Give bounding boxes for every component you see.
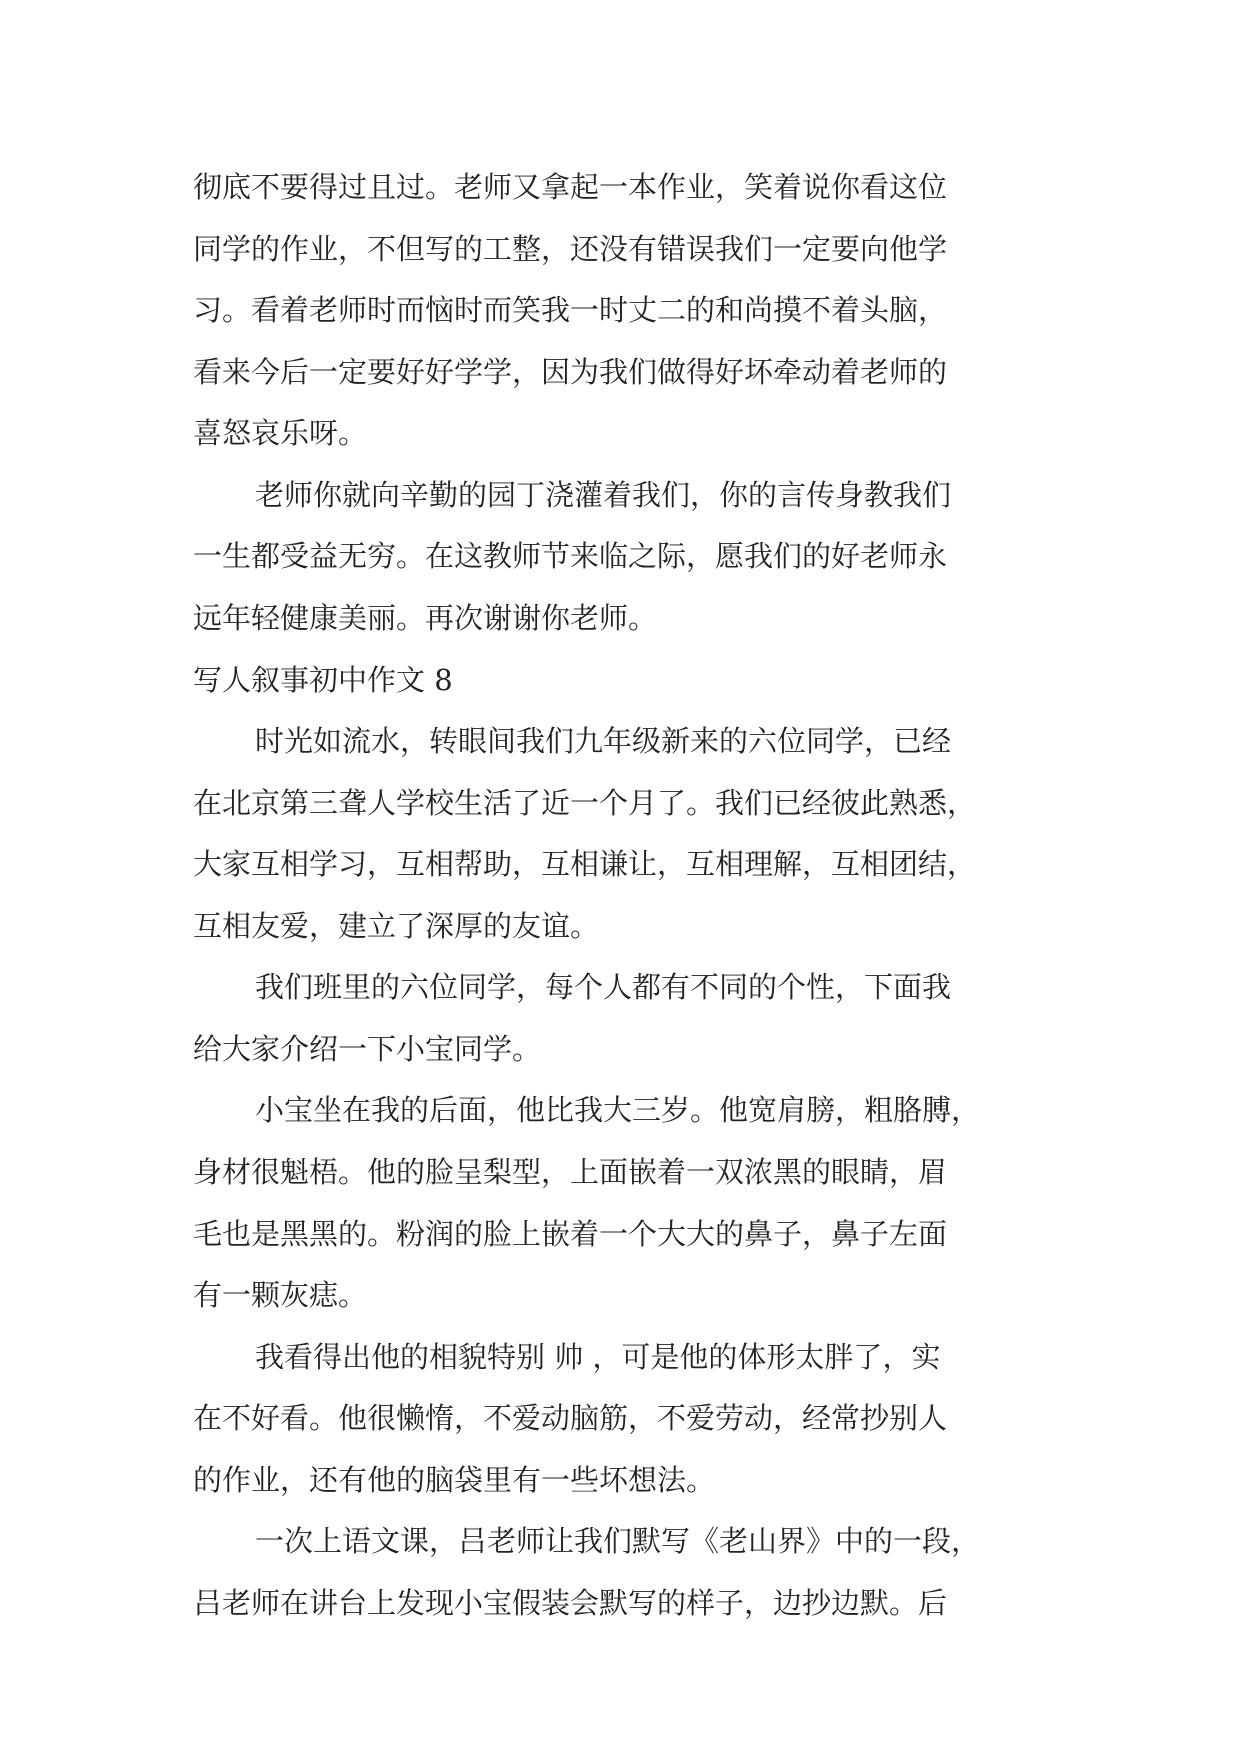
- text-line: 吕老师在讲台上发现小宝假装会默写的样子，边抄边默。后: [193, 1586, 948, 1620]
- text-line: 喜怒哀乐呀。: [193, 416, 368, 450]
- text-line: 看来今后一定要好好学学，因为我们做得好坏牵动着老师的: [193, 355, 948, 389]
- paragraph-first-line: 时光如流水，转眼间我们九年级新来的六位同学，已经: [255, 724, 952, 758]
- text-line: 远年轻健康美丽。再次谢谢你老师。: [193, 601, 658, 635]
- text-line: 同学的作业，不但写的工整，还没有错误我们一定要向他学: [193, 232, 948, 266]
- text-line: 互相友爱，建立了深厚的友谊。: [193, 909, 600, 943]
- paragraph-first-line: 老师你就向辛勤的园丁浇灌着我们，你的言传身教我们: [255, 478, 952, 512]
- text-line: 大家互相学习，互相帮助，互相谦让，互相理解，互相团结，: [193, 847, 977, 881]
- text-line: 在不好看。他很懒惰，不爱动脑筋，不爱劳动，经常抄别人: [193, 1401, 948, 1435]
- text-line: 在北京第三聋人学校生活了近一个月了。我们已经彼此熟悉，: [193, 786, 977, 820]
- text-line: 的作业，还有他的脑袋里有一些坏想法。: [193, 1463, 716, 1497]
- section-heading: 写人叙事初中作文 8: [193, 663, 453, 697]
- paragraph-first-line: 一次上语文课，吕老师让我们默写《老山界》中的一段，: [255, 1524, 981, 1558]
- text-line: 习。看着老师时而恼时而笑我一时丈二的和尚摸不着头脑，: [193, 293, 948, 327]
- text-line: 给大家介绍一下小宝同学。: [193, 1032, 542, 1066]
- text-line: 有一颗灰痣。: [193, 1278, 368, 1312]
- text-line: 毛也是黑黑的。粉润的脸上嵌着一个大大的鼻子，鼻子左面: [193, 1217, 948, 1251]
- paragraph-first-line: 小宝坐在我的后面，他比我大三岁。他宽肩膀，粗胳膊，: [255, 1093, 981, 1127]
- text-line: 一生都受益无穷。在这教师节来临之际，愿我们的好老师永: [193, 539, 948, 573]
- paragraph-first-line: 我看得出他的相貌特别 帅 ，可是他的体形太胖了，实: [255, 1340, 941, 1374]
- paragraph-first-line: 我们班里的六位同学，每个人都有不同的个性，下面我: [255, 970, 952, 1004]
- text-line: 身材很魁梧。他的脸呈梨型，上面嵌着一双浓黑的眼睛，眉: [193, 1155, 948, 1189]
- text-line: 彻底不要得过且过。老师又拿起一本作业，笑着说你看这位: [193, 170, 948, 204]
